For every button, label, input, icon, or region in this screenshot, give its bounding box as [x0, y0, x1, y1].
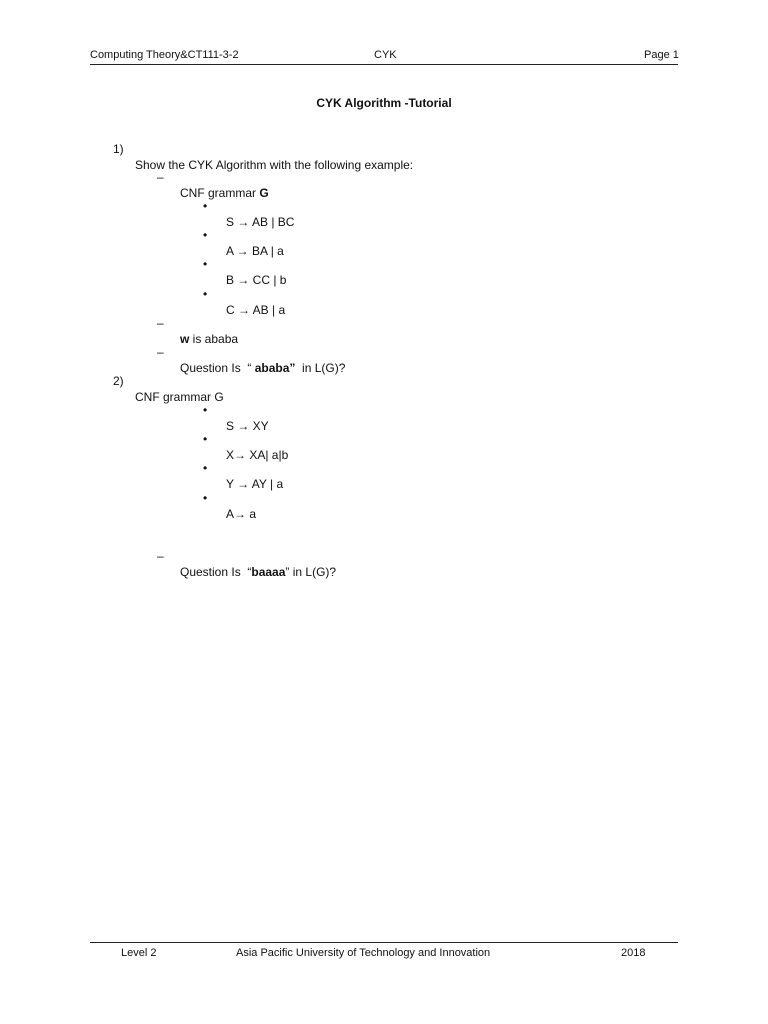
header-topic: CYK [374, 49, 397, 61]
bullet-marker: • [203, 228, 208, 242]
question-2-ask [0, 532, 337, 596]
question-1-number: 1) [113, 142, 124, 156]
bullet-marker: • [203, 432, 208, 446]
question-1-text: Show the CYK Algorithm with the following example: [135, 158, 414, 172]
production-rule: B → CC | b [226, 273, 287, 287]
question-2-text: CNF grammar G [135, 390, 224, 404]
header-page-number: Page 1 [644, 49, 679, 61]
footer-university: Asia Pacific University of Technology and Innovation [236, 947, 491, 959]
bullet-marker: • [203, 287, 208, 301]
production-rule: C → AB | a [226, 303, 286, 317]
production-rule: S → AB | BC [226, 215, 295, 229]
production-rule: S → XY [226, 419, 269, 433]
footer-year: 2018 [621, 947, 646, 959]
header-course: Computing Theory&CT111-3-2 [90, 49, 239, 61]
dash-marker: – [157, 170, 164, 184]
production-rule: A→ a [226, 507, 257, 521]
question-word: ababa” [254, 361, 296, 375]
production-rule: A → BA | a [226, 244, 284, 258]
grammar-label: CNF grammar [180, 186, 260, 200]
bullet-marker: • [203, 403, 208, 417]
question-suffix: in L(G)? [295, 361, 346, 375]
w-text: is ababa [189, 332, 239, 346]
bullet-marker: • [203, 461, 208, 475]
grammar-name: G [259, 186, 269, 200]
bullet-marker: • [203, 257, 208, 271]
header-divider [90, 64, 678, 65]
question-prefix: Question Is “ [180, 565, 252, 579]
question-suffix: ” in L(G)? [285, 565, 337, 579]
bullet-marker: • [203, 491, 208, 505]
dash-marker: – [157, 549, 164, 563]
footer-level: Level 2 [121, 947, 157, 959]
bullet-marker: • [203, 199, 208, 213]
w-variable: w [180, 332, 190, 346]
dash-marker: – [157, 345, 164, 359]
production-rule: X→ XA| a|b [226, 448, 289, 462]
question-2-number: 2) [113, 374, 124, 388]
production-rule: Y → AY | a [226, 477, 284, 491]
page-title: CYK Algorithm -Tutorial [316, 96, 452, 110]
question-prefix: Question Is “ [180, 361, 255, 375]
footer-divider [90, 942, 678, 943]
dash-marker: – [157, 316, 164, 330]
question-word: baaaa [251, 565, 286, 579]
